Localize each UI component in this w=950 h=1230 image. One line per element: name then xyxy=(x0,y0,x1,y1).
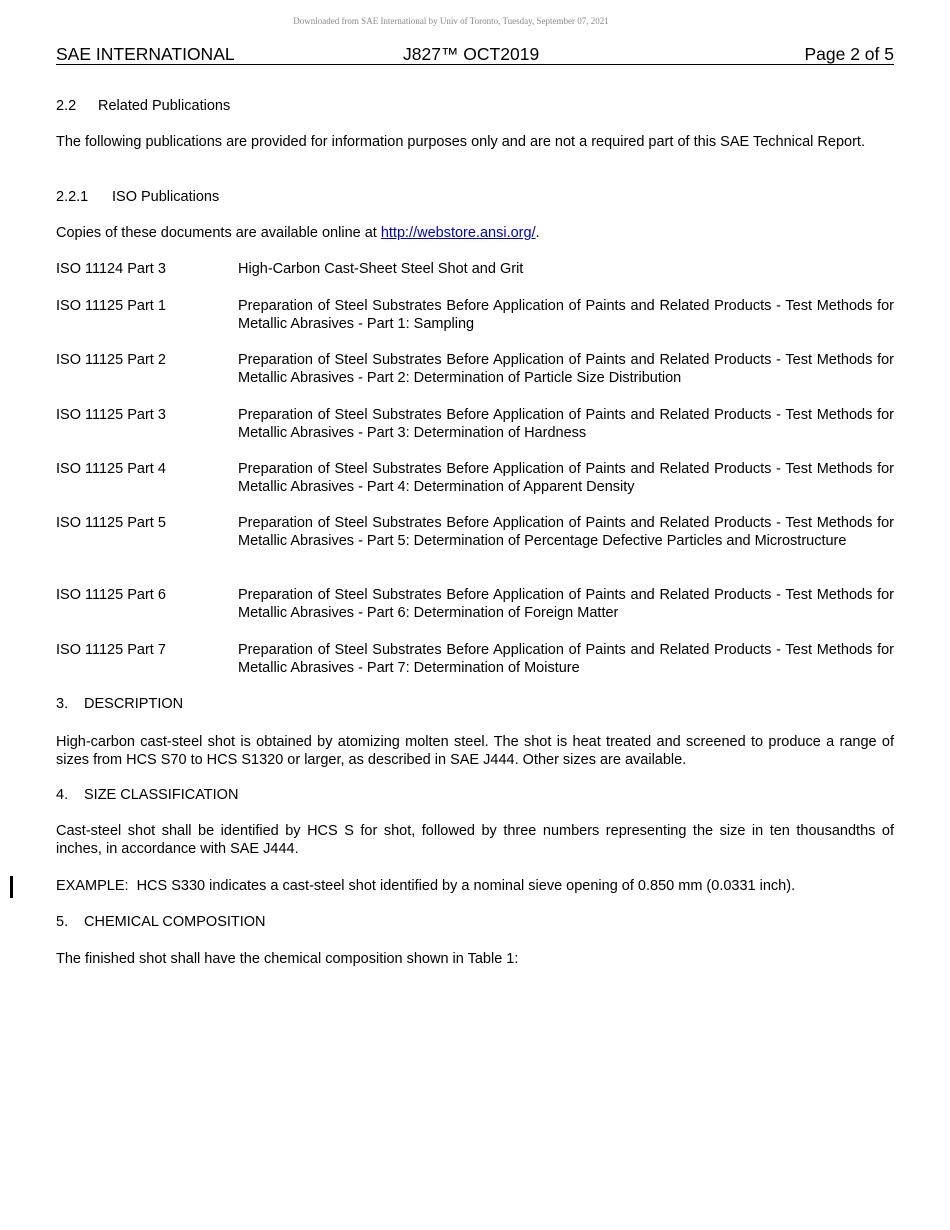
section-title: CHEMICAL COMPOSITION xyxy=(84,914,266,930)
reference-title: Preparation of Steel Substrates Before Application of Paints and Related Products - Test Methods for Metallic Abrasives - Part 5: Determination of Percentage Defective Particles and Microstructure xyxy=(238,515,894,549)
header-page-number: Page 2 of 5 xyxy=(804,44,894,64)
section-heading-3 xyxy=(56,695,894,713)
section-4-example: EXAMPLE: HCS S330 indicates a cast-steel shot identified by a nominal sieve opening of 0.850 mm (0.0331 inch). xyxy=(56,878,796,894)
section-title: DESCRIPTION xyxy=(84,696,184,712)
reference-id: ISO 11125 Part 4 xyxy=(56,461,166,477)
section-2-2-paragraph: The following publications are provided for information purposes only and are not a required part of this SAE Technical Report. xyxy=(56,134,865,150)
section-number: 4. xyxy=(56,787,69,803)
reference-id: ISO 11125 Part 5 xyxy=(56,515,166,531)
reference-id: ISO 11125 Part 2 xyxy=(56,352,166,368)
section-heading-5 xyxy=(56,913,894,931)
section-2-2-1-paragraph xyxy=(56,224,894,242)
intro-end: . xyxy=(535,225,540,241)
reference-title: Preparation of Steel Substrates Before Application of Paints and Related Products - Test Methods for Metallic Abrasives - Part 3: Determination of Hardness xyxy=(238,407,894,441)
reference-title: Preparation of Steel Substrates Before Application of Paints and Related Products - Test Methods for Metallic Abrasives - Part 7: Determination of Moisture xyxy=(238,642,894,676)
download-watermark: Downloaded from SAE International by Univ of Toronto, Tuesday, September 07, 2021 xyxy=(293,16,609,26)
reference-id: ISO 11125 Part 7 xyxy=(56,642,166,658)
section-heading-4 xyxy=(56,786,894,804)
section-number: 2.2.1 xyxy=(56,189,89,205)
section-number: 3. xyxy=(56,696,69,712)
header-document-number: J827™ OCT2019 xyxy=(403,44,540,64)
page-header xyxy=(56,44,894,65)
section-4-paragraph: Cast-steel shot shall be identified by HCS S for shot, followed by three numbers representing the size in ten thousandths of inches, in accordance with SAE J444. xyxy=(56,823,894,857)
reference-id: ISO 11125 Part 1 xyxy=(56,298,166,314)
header-publisher: SAE INTERNATIONAL xyxy=(56,44,235,64)
reference-title: Preparation of Steel Substrates Before Application of Paints and Related Products - Test Methods for Metallic Abrasives - Part 6: Determination of Foreign Matter xyxy=(238,587,894,621)
section-number: 2.2 xyxy=(56,98,77,114)
section-title: SIZE CLASSIFICATION xyxy=(84,787,239,803)
reference-title: High-Carbon Cast-Sheet Steel Shot and Grit xyxy=(238,261,524,277)
section-title: Related Publications xyxy=(98,98,231,114)
webstore-link[interactable]: http://webstore.ansi.org/ xyxy=(380,225,536,241)
intro-text: Copies of these documents are available online at xyxy=(56,225,381,241)
section-heading-2-2 xyxy=(56,97,894,115)
section-title: ISO Publications xyxy=(112,189,220,205)
reference-id: ISO 11125 Part 6 xyxy=(56,587,166,603)
reference-title: Preparation of Steel Substrates Before Application of Paints and Related Products - Test Methods for Metallic Abrasives - Part 2: Determination of Particle Size Distribution xyxy=(238,352,894,386)
section-heading-2-2-1 xyxy=(56,188,894,206)
reference-id: ISO 11125 Part 3 xyxy=(56,407,166,423)
section-3-paragraph: High-carbon cast-steel shot is obtained by atomizing molten steel. The shot is heat treated and screened to produce a range of sizes from HCS S70 to HCS S1320 or larger, as described in SAE J444. Other sizes are available. xyxy=(56,734,894,768)
reference-title: Preparation of Steel Substrates Before Application of Paints and Related Products - Test Methods for Metallic Abrasives - Part 1: Sampling xyxy=(238,298,894,332)
revision-change-bar xyxy=(10,876,13,898)
reference-id: ISO 11124 Part 3 xyxy=(56,261,166,277)
section-5-paragraph: The finished shot shall have the chemical composition shown in Table 1: xyxy=(56,951,519,967)
section-number: 5. xyxy=(56,914,69,930)
reference-title: Preparation of Steel Substrates Before Application of Paints and Related Products - Test Methods for Metallic Abrasives - Part 4: Determination of Apparent Density xyxy=(238,461,894,495)
